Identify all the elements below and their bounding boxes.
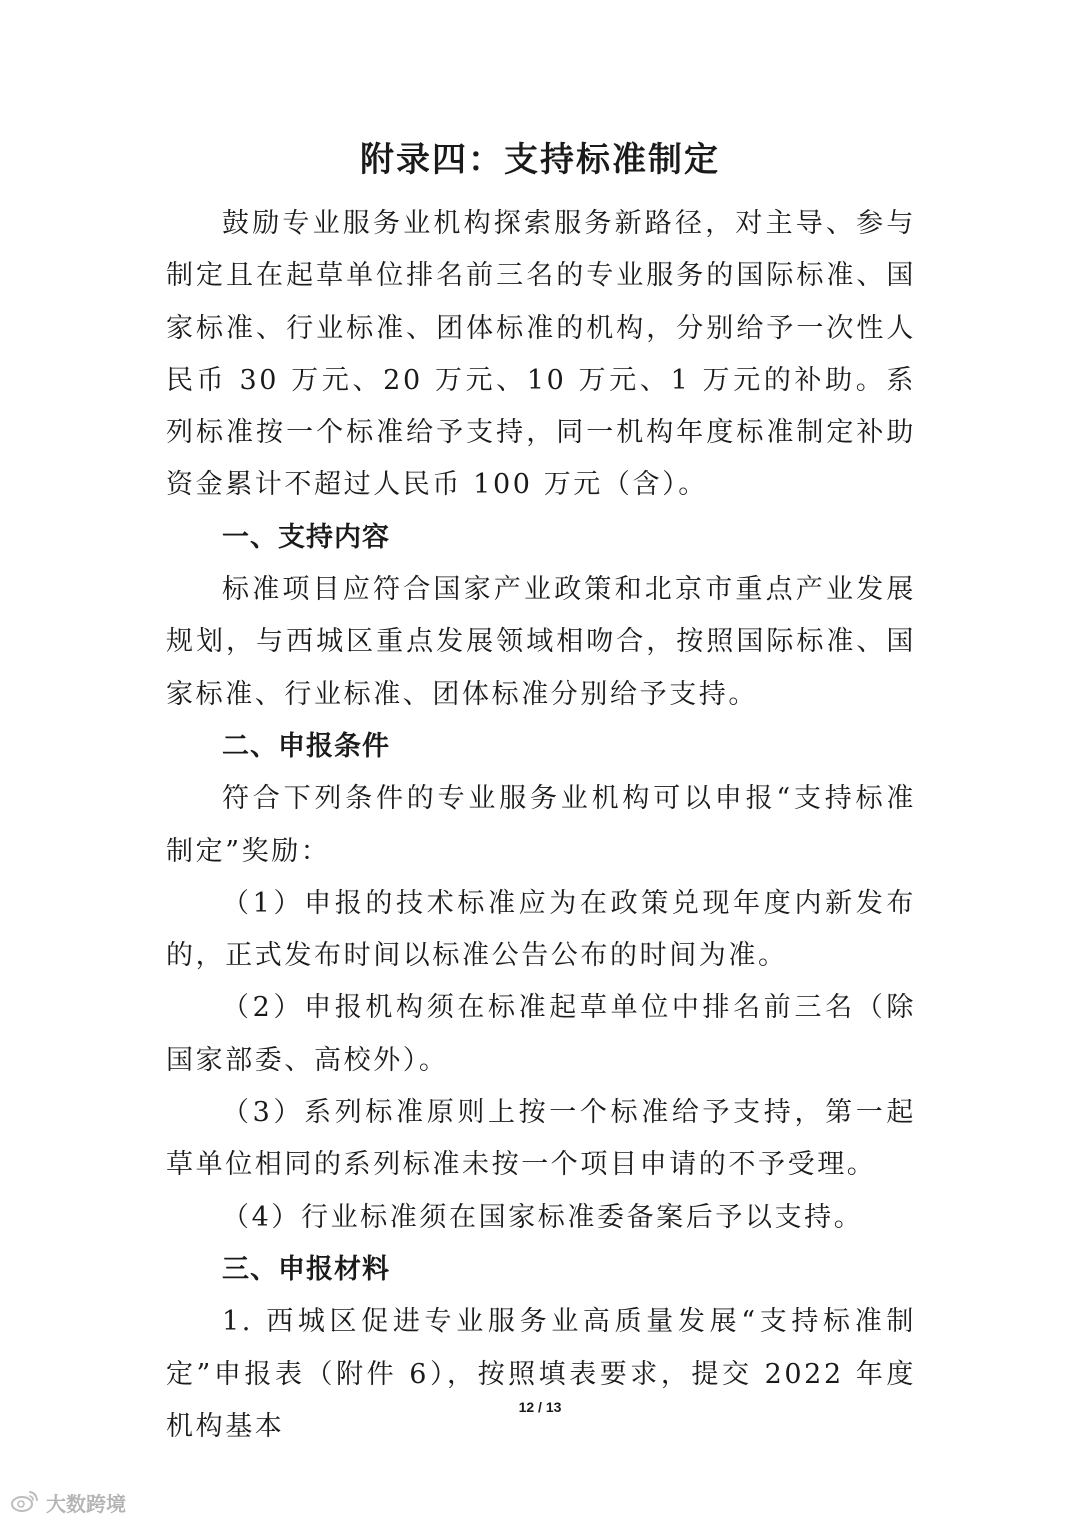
conditions-intro-paragraph: 符合下列条件的专业服务业机构可以申报“支持标准制定”奖励： [166,783,916,867]
support-content-paragraph: 标准项目应符合国家产业政策和北京市重点产业发展规划，与西城区重点发展领域相吻合，按照国际标准、国家标准、行业标准、团体标准分别给予支持。 [166,574,916,710]
document-body [166,198,916,1453]
condition-item-3: （3）系列标准原则上按一个标准给予支持，第一起草单位相同的系列标准未按一个项目申请的不予受理。 [166,1097,916,1181]
watermark-text: 大数跨境 [46,1492,126,1516]
watermark [10,1488,126,1517]
condition-item-4: （4）行业标准须在国家标准委备案后予以支持。 [222,1201,864,1233]
materials-item-1: 1. 西城区促进专业服务业高质量发展“支持标准制定”申报表（附件 6），按照填表要求，提交 2022 年度机构基本 [166,1306,916,1442]
section-heading-materials: 三、申报材料 [222,1253,390,1285]
condition-item-1: （1）申报的技术标准应为在政策兑现年度内新发布的，正式发布时间以标准公告公布的时间为准。 [166,887,916,972]
intro-paragraph: 鼓励专业服务业机构探索服务新路径，对主导、参与制定且在起草单位排名前三名的专业服务的国际标准、国家标准、行业标准、团体标准的机构，分别给予一次性人民币 30 万元、20 万元、10 万元、1 万元的补助。系列标准按一个标准给予支持，同一机构年度标准制定补助资金累计不超过人民币 100 万元（含）。 [166,208,916,501]
condition-item-2: （2）申报机构须在标准起草单位中排名前三名（除国家部委、高校外）。 [166,992,916,1076]
weibo-logo-icon [10,1489,40,1517]
page-number: 12 / 13 [518,1399,562,1415]
section-heading-conditions: 二、申报条件 [222,730,390,762]
page-title: 附录四：支持标准制定 [360,140,720,180]
section-heading-support-content: 一、支持内容 [222,521,390,553]
